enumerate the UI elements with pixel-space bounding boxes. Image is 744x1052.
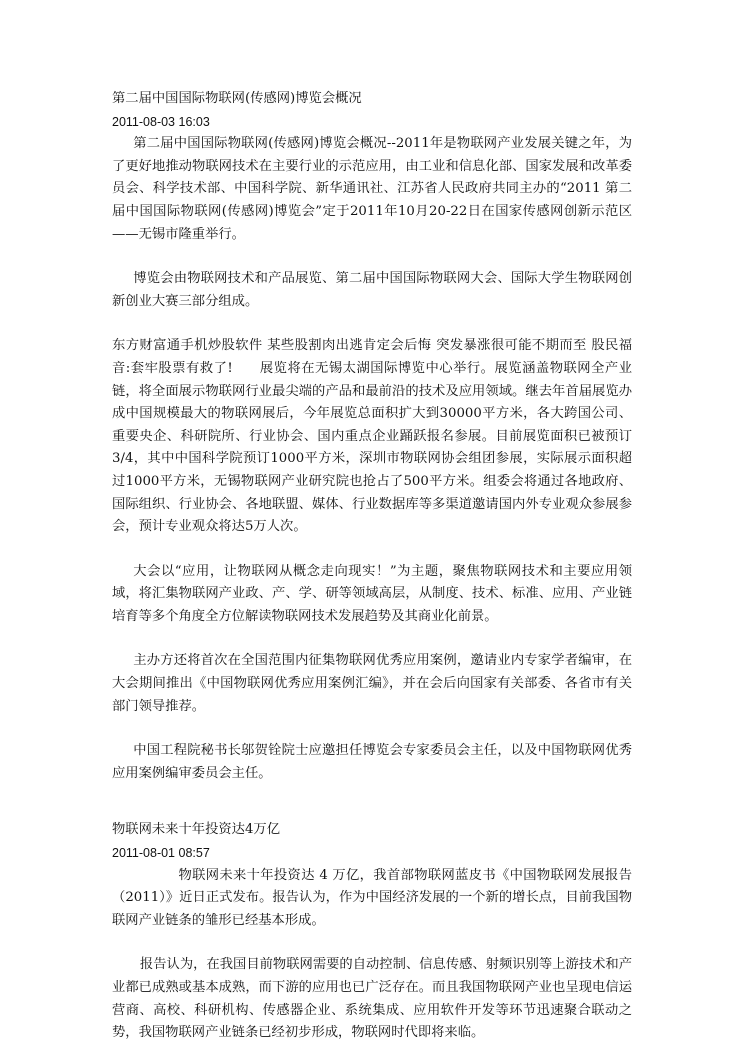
article-date: 2011-08-01 08:57 — [112, 846, 210, 861]
article-title: 物联网未来十年投资达4万亿 — [112, 822, 281, 838]
paragraph: 博览会由物联网技术和产品展览、第二届中国国际物联网大会、国际大学生物联网创新创业大赛三部分组成。 — [112, 271, 632, 309]
paragraph: 第二届中国国际物联网(传感网)博览会概况--2011年是物联网产业发展关键之年，为了更好地推动物联网技术在主要行业的示范应用，由工业和信息化部、国家发展和改革委员会、科学技术部、中国科学院、新华通讯社、江苏省人民政府共同主办的“2011 第二届中国国际物联网(传感网)博览会”定于2011年10月20-22日在国家传感网创新示范区——无锡市隆重举行。 — [112, 136, 632, 242]
paragraph: 主办方还将首次在全国范围内征集物联网优秀应用案例，邀请业内专家学者编审，在大会期间推出《中国物联网优秀应用案例汇编》，并在会后向国家有关部委、各省市有关部门领导推荐。 — [112, 653, 632, 714]
paragraph — [112, 335, 632, 538]
paragraph: 大会以“应用，让物联网从概念走向现实！”为主题，聚焦物联网技术和主要应用领域，将汇集物联网产业政、产、学、研等领域高层，从制度、技术、标准、应用、产业链培育等多个角度全方位解读物联网技术发展趋势及其商业化前景。 — [112, 563, 632, 624]
paragraph: 报告认为，在我国目前物联网需要的自动控制、信息传感、射频识别等上游技术和产业都已成熟或基本成熟，而下游的应用也已广泛存在。而且我国物联网产业也呈现电信运营商、高校、科研机构、传感器企业、系统集成、应用软件开发等环节迅速聚合联动之势，我国物联网产业链条已经初步形成，物联网时代即将来临。 — [112, 957, 632, 1041]
article-title: 第二届中国国际物联网(传感网)博览会概况 — [112, 91, 362, 106]
document-body — [112, 88, 632, 1045]
paragraph-text: 展览将在无锡太湖国际博览中心举行。展览涵盖物联网全产业链，将全面展示物联网行业最尖端的产品和最前沿的技术及应用领域。继去年首届展览办成中国规模最大的物联网展后，今年展览总面积扩大到30000平方米，各大跨国公司、重要央企、科研院所、行业协会、国内重点企业踊跃报名参展。目前展览面积已被预订3/4，其中中国科学院预订1000平方米，深圳市物联网协会组团参展，实际展示面积超过1000平方米，无锡物联网产业研究院也抢占了500平方米。组委会将通过各地政府、国际组织、行业协会、各地联盟、媒体、行业数据库等多渠道邀请国内外专业观众参展参会，预计专业观众将达5万人次。 — [112, 360, 632, 535]
article-1 — [112, 88, 632, 785]
article-2 — [112, 819, 632, 1044]
paragraph: 物联网未来十年投资达 4 万亿，我首部物联网蓝皮书《中国物联网发展报告（2011）》近日正式发布。报告认为，作为中国经济发展的一个新的增长点，目前我国物联网产业链条的雏形已经基本形成。 — [112, 867, 632, 928]
article-date: 2011-08-03 16:03 — [112, 114, 210, 129]
paragraph: 中国工程院秘书长邬贺铨院士应邀担任博览会专家委员会主任，以及中国物联网优秀应用案例编审委员会主任。 — [112, 743, 632, 781]
ad-link[interactable]: 东方财富通手机炒股软件 某些股割肉出逃肯定会后悔 突发暴涨很可能不期而至 股民福音:套牢股票有救了! — [112, 338, 632, 376]
